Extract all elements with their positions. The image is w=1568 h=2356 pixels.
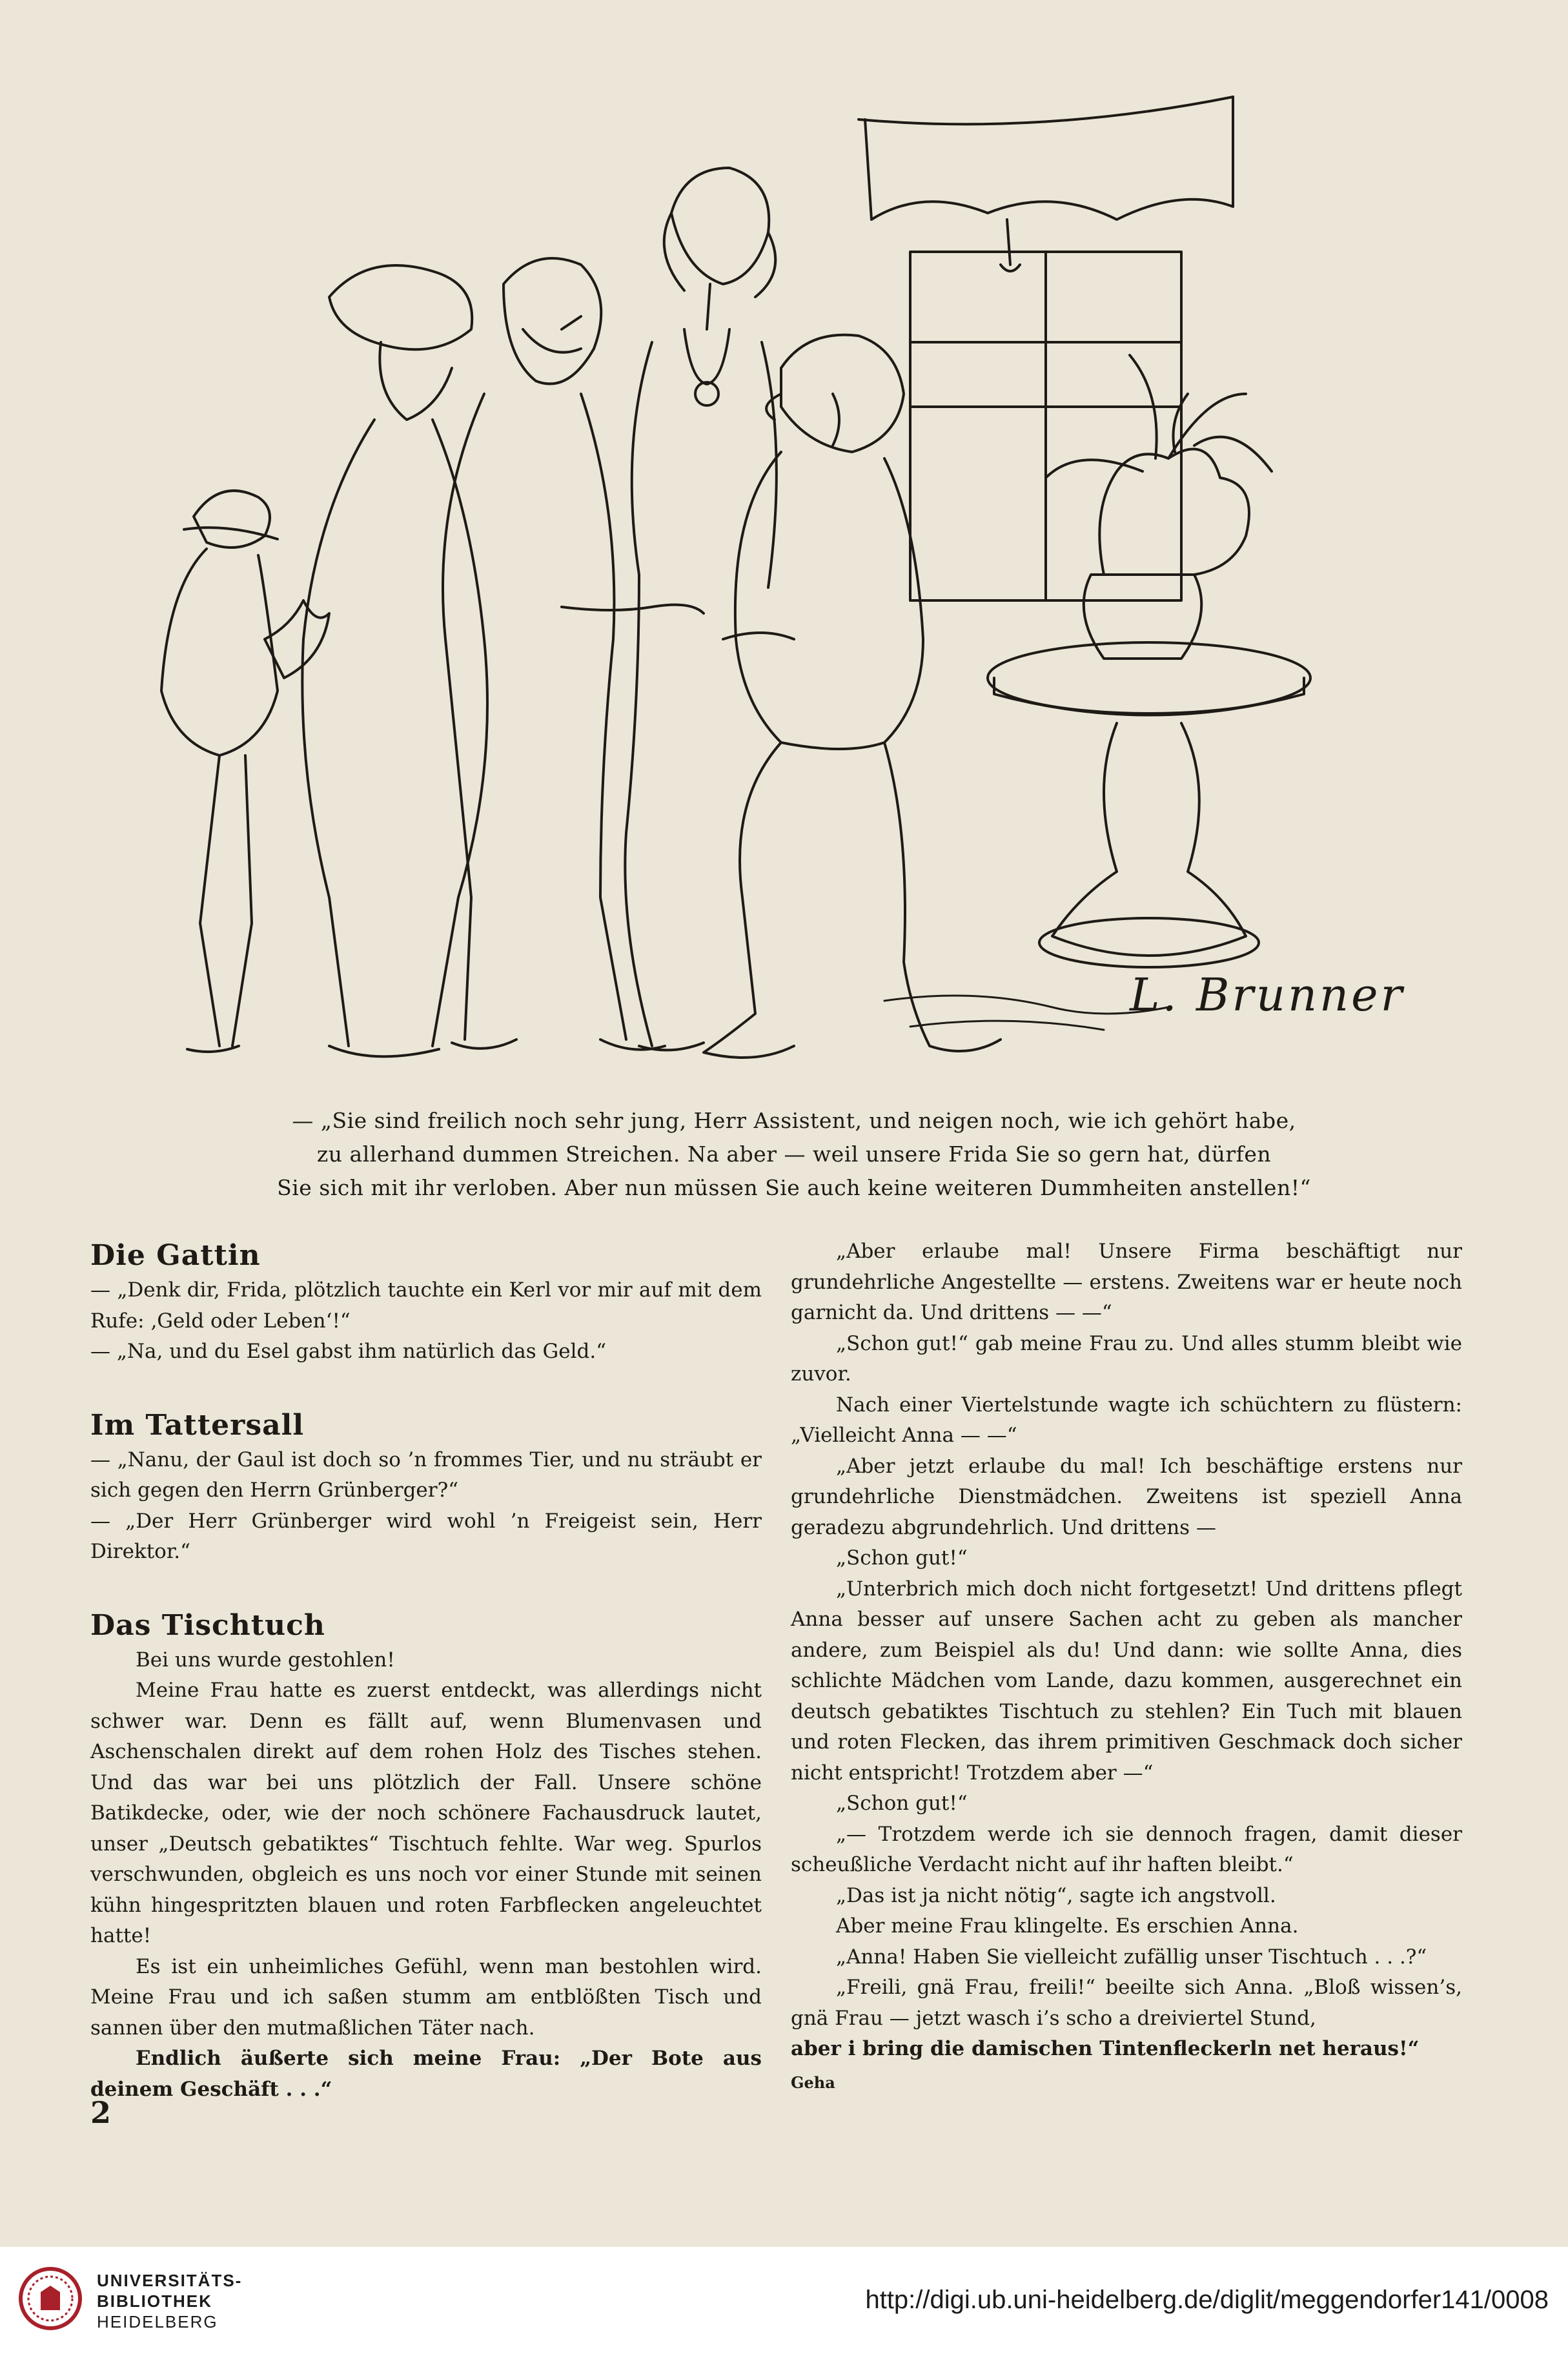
paragraph: Aber meine Frau klingelte. Es erschien Anna. — [836, 1914, 1299, 1938]
library-footer — [0, 2247, 1568, 2356]
paragraph: „Aber jetzt erlaube du mal! Ich beschäftige erstens nur grundehrliche Dienstmädchen. Zweitens ist speziell Anna geradezu abgrundehrlich. Und drittens — — [791, 1454, 1462, 1539]
dialogue-line: — „Nanu, der Gaul ist doch so ’n frommes Tier, und nu sträubt er sich gegen den Herrn Grünberger?“ — [90, 1448, 762, 1502]
paragraph: „— Trotzdem werde ich sie dennoch fragen, damit dieser scheußliche Verdacht nicht auf ihr haften bleibt.“ — [791, 1822, 1462, 1876]
institution-line: UNIVERSITÄTS- — [97, 2271, 243, 2290]
institution-name — [97, 2270, 242, 2332]
caption-line: — „Sie sind freilich noch sehr jung, Herr Assistent, und neigen noch, wie ich gehört habe, — [292, 1108, 1296, 1133]
cartoon-caption — [245, 1104, 1343, 1205]
dialogue-line: — „Der Herr Grünberger wird wohl ’n Freigeist sein, Herr Direktor.“ — [90, 1509, 762, 1563]
caption-line: zu allerhand dummen Streichen. Na aber — weil unsere Frida Sie so gern hat, dürfen — [316, 1142, 1272, 1167]
page-number: 2 — [90, 2095, 112, 2130]
dialogue-line: — „Denk dir, Frida, plötzlich tauchte ein Kerl vor mir auf mit dem Rufe: ‚Geld oder Leben‘!“ — [90, 1278, 762, 1333]
paragraph: „Unterbrich mich doch nicht fortgesetzt! Und drittens pflegt Anna besser auf unsere Sachen acht zu geben als mancher andere, zum Beispiel als du! Und dann: wie sollte Anna, dies schlichte Mädchen vom Lande, dazu kommen, ausgerechnet ein deutsch gebatiktes Tischtuch zu stehlen? Ein Tuch mit blauen und roten Flecken, das ihrem primitiven Geschmack doch sicher nicht entspricht! Trotzdem aber —“ — [791, 1577, 1462, 1785]
heading-im-tattersall: Im Tattersall — [90, 1408, 305, 1442]
caption-line: Sie sich mit ihr verloben. Aber nun müssen Sie auch keine weiteren Dummheiten anstellen!“ — [277, 1175, 1311, 1200]
paragraph: „Das ist ja nicht nötig“, sagte ich angstvoll. — [836, 1883, 1276, 1907]
left-column — [90, 1236, 762, 2105]
paragraph: „Schon gut!“ — [836, 1792, 968, 1815]
paragraph: „Aber erlaube mal! Unsere Firma beschäftigt nur grundehrliche Angestellte — erstens. Zweitens war er heute noch garnicht da. Und drittens — —“ — [791, 1240, 1462, 1324]
paragraph: Endlich äußerte sich meine Frau: „Der Bote aus deinem Geschäft . . .“ — [90, 2047, 762, 2101]
paragraph: „Schon gut!“ — [836, 1546, 968, 1570]
dialogue-line: — „Na, und du Esel gabst ihm natürlich das Geld.“ — [90, 1340, 607, 1363]
paragraph: Nach einer Viertelstunde wagte ich schüchtern zu flüstern: „Vielleicht Anna — —“ — [791, 1393, 1462, 1447]
heading-die-gattin: Die Gattin — [90, 1239, 261, 1272]
paragraph: Es ist ein unheimliches Gefühl, wenn man bestohlen wird. Meine Frau und ich saßen stumm am entblößten Tisch und sannen über den mutmaßlichen Täter nach. — [90, 1954, 762, 2040]
institution-line: HEIDELBERG — [97, 2312, 218, 2331]
university-seal-icon — [18, 2266, 83, 2331]
paragraph: „Freili, gnä Frau, freili!“ beeilte sich Anna. „Bloß wissen’s, gnä Frau — jetzt wasch i’s scho a dreiviertel Stund, — [791, 1976, 1462, 2030]
paragraph: „Anna! Haben Sie vielleicht zufällig unser Tischtuch . . .?“ — [836, 1945, 1427, 1969]
paragraph: Meine Frau hatte es zuerst entdeckt, was allerdings nicht schwer war. Denn es fällt auf, wenn Blumenvasen und Aschenschalen direkt auf dem rohen Holz des Tisches stehen. Und das war bei uns plötzlich der Fall. Unsere schöne Batikdecke, oder, wie der noch schönere Fachausdruck lautet, unser „Deutsch gebatiktes“ Tischtuch fehlte. War weg. Spurlos verschwunden, obgleich es uns noch vor einer Stunde mit seinen kühn hingespritzten blauen und roten Farbflecken angeleuchtet hatte! — [90, 1679, 762, 1947]
source-url-link[interactable]: http://digi.ub.uni-heidelberg.de/diglit/meggendorfer141/0008 — [865, 2286, 1549, 2314]
institution-line: BIBLIOTHEK — [97, 2291, 212, 2311]
paragraph: Bei uns wurde gestohlen! — [136, 1648, 395, 1672]
artist-signature: L. Brunner — [1130, 968, 1405, 1021]
right-column — [791, 1236, 1462, 2098]
heading-das-tischtuch: Das Tischtuch — [90, 1608, 325, 1642]
paragraph: „Schon gut!“ gab meine Frau zu. Und alles stumm bleibt wie zuvor. — [791, 1331, 1462, 1386]
paragraph: aber i bring die damischen Tintenfleckerln net heraus!“ — [791, 2037, 1420, 2060]
author-signature: Geha — [791, 2073, 835, 2092]
cartoon-illustration — [71, 58, 1491, 1111]
